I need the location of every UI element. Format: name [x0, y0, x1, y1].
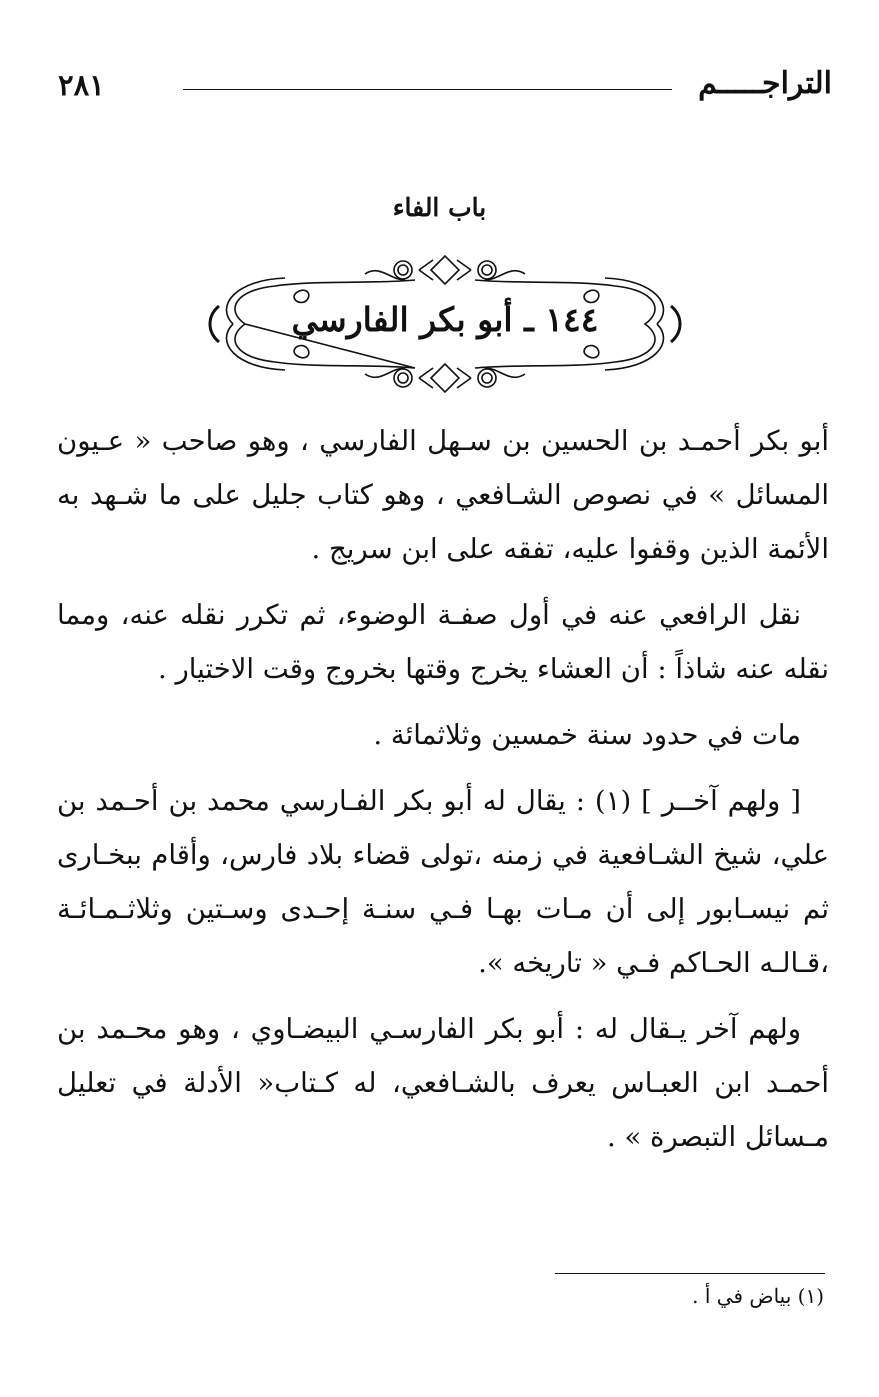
paragraph-biography: أبو بكر أحمـد بن الحسين بن سـهل الفارسي ، وهو صاحب « عـيون المسائل » في نصوص الشـافعي ، وهو كتاب جليل على ما شـهد به الأئمة الذين وقفوا عليه، تفقه على ابن سريج . — [57, 425, 829, 565]
running-title: التراجـــــم — [698, 66, 832, 101]
entry-title: ١٤٤ ـ أبو بكر الفارسي — [291, 300, 599, 339]
body-text — [57, 414, 829, 1176]
page-number: ٢٨١ — [58, 68, 105, 102]
paragraph-third-farisi: ولهم آخر يـقال له : أبو بكر الفارسـي البيضـاوي ، وهو محـمد بن أحمـد ابن العبـاس يعرف بالشـافعي، له كـتاب« الأدلة في تعليل مـسائل التبصرة » . — [57, 1013, 829, 1153]
chapter-title: باب الفاء — [392, 193, 487, 222]
footnote: (١) بياض في أ . — [692, 1284, 824, 1308]
paragraph-rafii-citation: نقل الرافعي عنه في أول صفـة الوضوء، ثم تكرر نقله عنه، ومما نقله عنه شاذاً : أن العشاء يخرج وقتها بخروج وقت الاختيار . — [57, 599, 829, 685]
paragraph-death: مات في حدود سنة خمسين وثلاثمائة . — [373, 719, 801, 751]
footnote-rule — [555, 1273, 825, 1274]
paragraph-second-farisi: [ ولهم آخــر ] (١) : يقال له أبو بكر الفـارسي محمد بن أحـمد بن علي، شيخ الشـافعية في زمنه ،تولى قضاء بلاد فارس، وأقام ببخـارى ثم نيسـابور إلى أن مـات بهـا فـي سنـة إحـدى وسـتين وثلاثـمـائـة ،قـالـه الحـاكم فـي « تاريخه ». — [57, 785, 829, 979]
header-rule — [183, 89, 672, 90]
page-header — [58, 62, 832, 112]
